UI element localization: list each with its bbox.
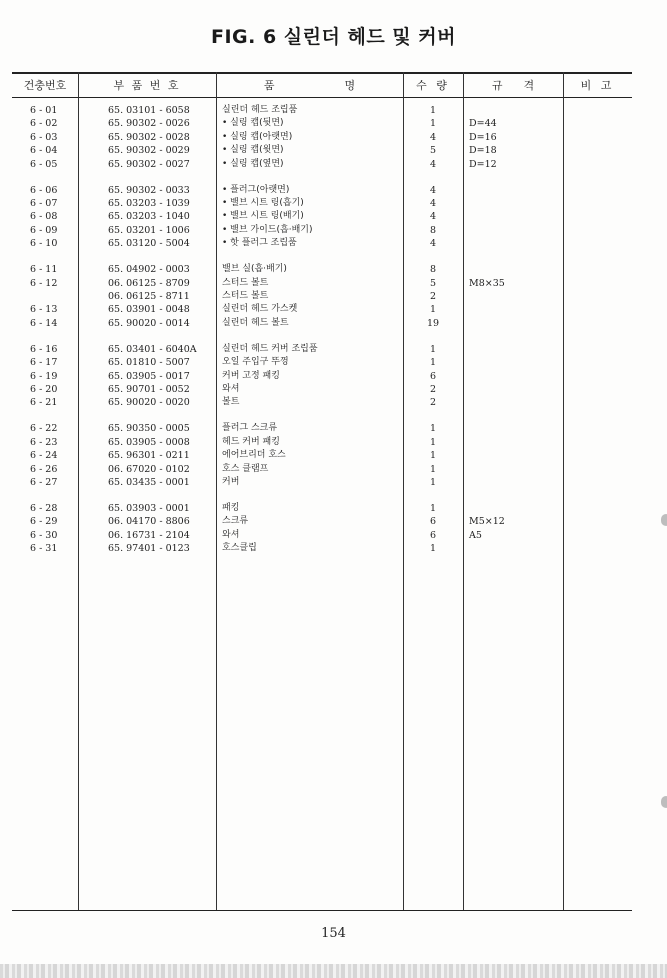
quantity-cell: 4	[429, 131, 437, 143]
specification-cell	[469, 449, 559, 462]
quantity-cell: 1	[429, 423, 437, 435]
part-number-cell: 06. 04170 - 8806	[108, 516, 190, 528]
table-bottom-rule	[12, 910, 632, 911]
specification-cell	[469, 370, 559, 383]
part-name-cell: 와셔	[222, 384, 240, 394]
header-part-name: 품 명	[263, 79, 356, 92]
quantity-cell: 1	[429, 357, 437, 369]
quantity-cell: 5	[429, 277, 437, 289]
specification-cell: M5×12	[469, 516, 505, 528]
part-number-cell: 06. 06125 - 8709	[108, 277, 190, 289]
specification-cell	[469, 383, 559, 396]
quantity-cell: 1	[429, 436, 437, 448]
part-number-cell: 65. 03901 - 0048	[108, 304, 190, 316]
part-number-cell: 65. 97401 - 0123	[108, 543, 190, 555]
specification-cell	[469, 263, 559, 276]
quantity-cell: 2	[429, 291, 437, 302]
part-name-cell: • 밸브 시트 링(배기)	[222, 211, 304, 222]
specification-cell	[469, 502, 559, 515]
part-name-cell: 와셔	[222, 529, 240, 540]
key-number-cell: 6 - 09	[30, 224, 58, 236]
quantity-cell: 2	[429, 384, 437, 395]
key-number-cell: 6 - 27	[30, 477, 58, 488]
part-number-cell: 65. 04902 - 0003	[108, 264, 190, 276]
specification-cell: M8×35	[469, 277, 505, 289]
part-number-cell: 65. 90302 - 0027	[108, 158, 190, 170]
key-number-cell: 6 - 08	[30, 211, 58, 223]
specification-cell	[469, 476, 559, 489]
key-number-cell: 6 - 21	[30, 397, 58, 409]
quantity-cell: 1	[429, 463, 437, 475]
key-number-cell: 6 - 10	[30, 238, 58, 250]
specification-cell: A5	[469, 529, 482, 541]
key-number-cell: 6 - 26	[30, 463, 58, 475]
part-number-cell: 65. 03120 - 5004	[108, 238, 190, 250]
part-name-cell: 스크류	[222, 516, 249, 527]
part-number-cell: 65. 03435 - 0001	[108, 477, 190, 488]
part-name-cell: 플러그 스크류	[222, 423, 278, 434]
quantity-cell: 8	[429, 224, 437, 236]
column-divider-4	[463, 72, 464, 910]
key-number-cell: 6 - 07	[30, 198, 58, 209]
part-name-cell: 스터드 볼트	[222, 277, 269, 288]
quantity-cell: 4	[429, 198, 437, 209]
part-number-cell: 06. 16731 - 2104	[108, 529, 190, 541]
page-number: 154	[321, 926, 346, 941]
specification-cell	[469, 197, 559, 210]
part-number-cell: 65. 90302 - 0029	[108, 145, 190, 157]
part-name-cell: • 실링 캡(옆면)	[222, 158, 284, 169]
part-number-cell: 65. 03201 - 1006	[108, 224, 190, 236]
key-number-cell: 6 - 11	[30, 264, 58, 276]
part-name-cell: • 플러그(아랫면)	[222, 184, 290, 195]
part-name-cell: 밸브 실(흡·배기)	[222, 264, 287, 275]
key-number-cell: 6 - 29	[30, 516, 58, 528]
scan-edge-artifact	[0, 964, 667, 978]
specification-cell	[469, 436, 559, 449]
column-divider-5	[563, 72, 564, 910]
table-top-rule	[12, 72, 632, 74]
specification-cell	[469, 317, 559, 330]
part-name-cell: 에어브리더 호스	[222, 450, 286, 461]
specification-cell	[469, 290, 559, 303]
part-number-cell: 65. 90020 - 0020	[108, 397, 190, 409]
key-number-cell: 6 - 28	[30, 503, 58, 514]
specification-cell	[469, 104, 559, 117]
specification-cell	[469, 184, 559, 197]
part-number-cell: 65. 03905 - 0017	[108, 370, 190, 382]
quantity-cell: 4	[429, 184, 437, 196]
part-name-cell: • 실링 캡(아랫면)	[222, 131, 293, 142]
specification-cell	[469, 463, 559, 476]
key-number-cell: 6 - 22	[30, 423, 58, 435]
part-name-cell: 패킹	[222, 503, 240, 513]
specification-cell	[469, 210, 559, 223]
part-name-cell: • 밸브 가이드(흡·배기)	[222, 224, 313, 235]
part-number-cell: 65. 03203 - 1039	[108, 198, 190, 209]
key-number-cell: 6 - 04	[30, 145, 58, 157]
key-number-cell: 6 - 20	[30, 384, 58, 395]
part-number-cell: 65. 90701 - 0052	[108, 384, 190, 395]
part-name-cell: 볼트	[222, 397, 240, 408]
quantity-cell: 5	[429, 145, 437, 157]
part-number-cell: 65. 90302 - 0028	[108, 131, 190, 143]
key-number-cell: 6 - 13	[30, 304, 58, 316]
part-number-cell: 65. 90020 - 0014	[108, 317, 190, 329]
quantity-cell: 2	[429, 397, 437, 409]
quantity-cell: 1	[429, 105, 437, 116]
specification-cell	[469, 396, 559, 409]
key-number-cell: 6 - 03	[30, 131, 58, 143]
part-number-cell: 65. 03905 - 0008	[108, 436, 190, 448]
quantity-cell: 6	[429, 529, 437, 541]
part-name-cell: 실린더 헤드 가스켓	[222, 304, 298, 315]
part-name-cell: 커버	[222, 477, 240, 487]
part-number-cell: 65. 90302 - 0033	[108, 184, 190, 196]
page-title: FIG. 6 실린더 헤드 및 커버	[211, 26, 456, 48]
part-number-cell: 65. 03401 - 6040A	[108, 343, 197, 355]
key-number-cell: 6 - 12	[30, 277, 58, 289]
quantity-cell: 1	[429, 304, 437, 316]
quantity-cell: 6	[429, 516, 437, 528]
header-remarks: 비 고	[580, 79, 615, 92]
part-number-cell: 65. 03903 - 0001	[108, 503, 190, 514]
part-name-cell: 실린더 헤드 조립품	[222, 105, 298, 115]
specification-cell: D=18	[469, 145, 497, 157]
specification-cell	[469, 303, 559, 316]
part-number-cell: 65. 90350 - 0005	[108, 423, 190, 435]
specification-cell	[469, 422, 559, 435]
quantity-cell: 1	[429, 477, 437, 488]
part-name-cell: • 실링 캡(윗면)	[222, 145, 284, 156]
part-name-cell: • 핫 플러그 조립품	[222, 238, 297, 249]
header-quantity: 수 량	[416, 79, 450, 92]
column-divider-3	[403, 72, 404, 910]
part-name-cell: 호스클립	[222, 543, 257, 554]
key-number-cell	[30, 290, 74, 303]
header-key-number: 건충번호	[23, 79, 67, 92]
quantity-cell: 1	[429, 503, 437, 514]
key-number-cell: 6 - 06	[30, 184, 58, 196]
key-number-cell: 6 - 14	[30, 317, 58, 329]
part-number-cell: 65. 96301 - 0211	[108, 450, 190, 462]
binding-hole-mark	[661, 796, 667, 808]
key-number-cell: 6 - 31	[30, 543, 58, 555]
binding-hole-mark	[661, 514, 667, 526]
specification-cell	[469, 542, 559, 555]
part-name-cell: 스터드 볼트	[222, 291, 269, 301]
key-number-cell: 6 - 16	[30, 343, 58, 355]
part-name-cell: • 실링 캡(뒷면)	[222, 118, 284, 129]
part-name-cell: 커버 고정 패킹	[222, 370, 280, 381]
part-name-cell: 실린더 헤드 볼트	[222, 317, 289, 328]
quantity-cell: 1	[429, 450, 437, 462]
specification-cell	[469, 224, 559, 237]
specification-cell: D=44	[469, 118, 497, 130]
part-number-cell: 65. 03203 - 1040	[108, 211, 190, 223]
quantity-cell: 4	[429, 238, 437, 250]
key-number-cell: 6 - 30	[30, 529, 58, 541]
header-part-number: 부 품 번 호	[113, 79, 181, 92]
quantity-cell: 8	[429, 264, 437, 276]
specification-cell	[469, 237, 559, 250]
key-number-cell: 6 - 05	[30, 158, 58, 170]
part-number-cell: 65. 03101 - 6058	[108, 105, 190, 116]
quantity-cell: 1	[429, 543, 437, 555]
key-number-cell: 6 - 23	[30, 436, 58, 448]
part-name-cell: 호스 클램프	[222, 463, 269, 474]
quantity-cell: 4	[429, 211, 437, 223]
specification-cell: D=12	[469, 158, 497, 170]
header-specification: 규 격	[491, 79, 535, 92]
key-number-cell: 6 - 02	[30, 118, 58, 130]
key-number-cell: 6 - 17	[30, 357, 58, 369]
specification-cell	[469, 343, 559, 356]
part-number-cell: 06. 67020 - 0102	[108, 463, 190, 475]
quantity-cell: 4	[429, 158, 437, 170]
specification-cell	[469, 356, 559, 369]
part-number-cell: 65. 01810 - 5007	[108, 357, 190, 369]
key-number-cell: 6 - 19	[30, 370, 58, 382]
key-number-cell: 6 - 01	[30, 105, 58, 116]
part-number-cell: 65. 90302 - 0026	[108, 118, 190, 130]
part-name-cell: 헤드 커버 패킹	[222, 436, 280, 447]
part-name-cell: • 밸브 시트 링(흡기)	[222, 198, 304, 208]
key-number-cell: 6 - 24	[30, 450, 58, 462]
quantity-cell: 1	[429, 118, 437, 130]
part-name-cell: 실린더 헤드 커버 조립품	[222, 343, 318, 354]
part-name-cell: 오일 주입구 뚜껑	[222, 357, 289, 368]
header-bottom-rule	[12, 97, 632, 98]
column-divider-1	[78, 72, 79, 910]
specification-cell: D=16	[469, 131, 497, 143]
quantity-cell: 19	[426, 317, 440, 329]
part-number-cell: 06. 06125 - 8711	[108, 291, 190, 302]
quantity-cell: 1	[429, 343, 437, 355]
quantity-cell: 6	[429, 370, 437, 382]
